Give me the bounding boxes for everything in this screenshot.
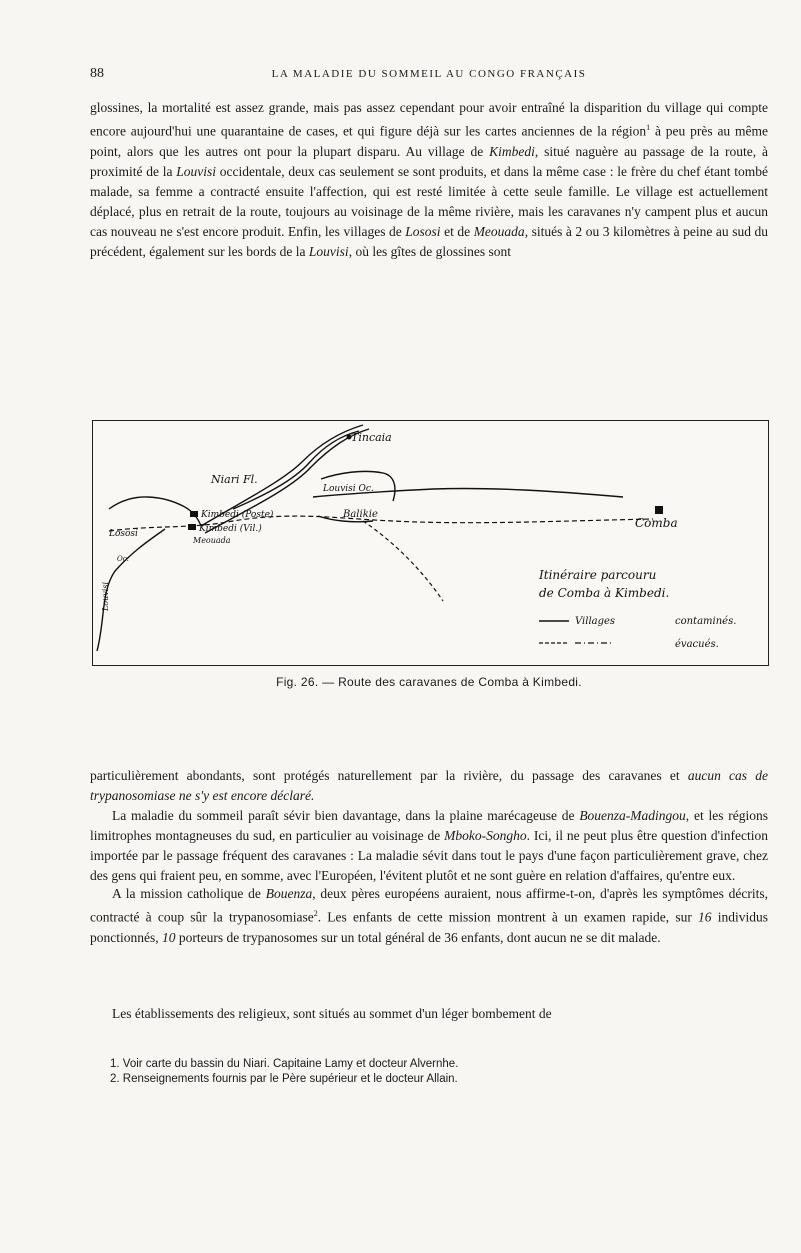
route-south bbox=[363, 521, 443, 601]
page-number: 88 bbox=[90, 66, 104, 81]
legend-evacues-desc: évacués. bbox=[675, 639, 719, 650]
label-louvisi-occ: Louvisi Oc. bbox=[323, 484, 374, 494]
label-comba: Comba bbox=[635, 516, 678, 530]
figure-caption: Fig. 26. — Route des caravanes de Comba à Kimbedi. bbox=[276, 675, 582, 689]
label-louvisi-side: Louvisi bbox=[101, 581, 110, 611]
niari-river bbox=[109, 497, 201, 526]
place-name: Bouenza-Madingou bbox=[579, 808, 686, 823]
emphasis: aucun cas de trypanosomiase ne s'y est encore déclaré. bbox=[90, 768, 768, 803]
route-map bbox=[93, 421, 768, 665]
place-name: Bouenza bbox=[265, 886, 313, 901]
label-tincaia: Tincaia bbox=[351, 431, 392, 444]
paragraph-5: Les établissements des religieux, sont situés au sommet d'un léger bombement de bbox=[112, 1006, 552, 1021]
label-lososi: Lososi bbox=[109, 529, 138, 539]
place-name: Louvisi bbox=[176, 163, 217, 179]
village-marker-comba bbox=[655, 506, 663, 514]
paragraph-3: La maladie du sommeil paraît sévir bien davantage, dans la plaine marécageuse de Bouenza-Madingou, et les régions limitrophes montagneuses du sud, en particulier au voisinage de Mboko-Songho. Ici, il ne peut plus être question d'infection importée par le passage fréquent des caravanes : La maladie sévit dans tout le pays d'une façon particulièrement grave, chez des gens qui fraient peu, en somme, avec l'Européen, l'évitent plutôt et ne sont guère en relation d'affaires, qu'entre eux. bbox=[90, 808, 768, 883]
legend-villages-label: Villages bbox=[575, 616, 616, 627]
page-header bbox=[90, 66, 768, 84]
paragraph-1: glossines, la mortalité est assez grande, mais pas assez cependant pour avoir entraîné la disparition du village qui compte encore aujourd'hui une quarantaine de cases, et qui figure déjà sur les cartes anciennes de la région$^1$ à peu près au même point, alors que les autres ont pour la plupart disparu. Au village de Kimbedi, situé naguère au passage de la route, à proximité de la Louvisi occidentale, deux cas seulement se sont produits, et dans la même case : le frère du chef étant tombé malade, sa femme a contracté ensuite l'affection, qui est resté limitée à cette seule famille. Le village est actuellement déplacé, plus en retrait de la route, toujours au voisinage de la même rivière, mais les caravanes n'y campent plus et aucun cas nouveau ne s'est encore produit. Enfin, les villages de Lososi et de Meouada, situés à 2 ou 3 kilomètres à peine au sud du précédent, également sur les bords de la Louvisi, où les gîtes de glossines sont bbox=[90, 100, 769, 259]
place-name: Lososi bbox=[405, 223, 441, 239]
footnote-mark[interactable]: 2 bbox=[313, 909, 318, 918]
label-balikie: Balikie bbox=[343, 509, 378, 520]
footnote-2: 2. Renseignements fournis par le Père supérieur et le docteur Allain. bbox=[110, 1073, 458, 1085]
footnote-1: 1. Voir carte du bassin du Niari. Capitaine Lamy et docteur Alvernhe. bbox=[110, 1058, 459, 1070]
place-name: Meouada bbox=[473, 223, 525, 239]
label-kimbedi-poste: Kimbedi (Poste) bbox=[201, 510, 274, 520]
label-meouada: Meouada bbox=[193, 536, 231, 545]
legend-title-2: de Comba à Kimbedi. bbox=[539, 586, 670, 600]
place-name: Louvisi bbox=[308, 243, 349, 259]
route-map-figure bbox=[92, 420, 769, 666]
footnote-mark[interactable]: 1 bbox=[646, 123, 651, 132]
legend-title-1: Itinéraire parcouru bbox=[539, 568, 657, 582]
village-marker-kimbedi-poste bbox=[190, 511, 198, 517]
place-name: Mboko-Songho bbox=[444, 828, 527, 843]
number-italic: 16 bbox=[698, 909, 712, 925]
legend-villages-desc: contaminés. bbox=[675, 616, 737, 627]
label-kimbedi-vil: Kimbedi (Vil.) bbox=[199, 524, 262, 534]
paragraph-4: A la mission catholique de Bouenza, deux pères européens auraient, nous affirme-t-on, d'après les symptômes décrits, contracté à coup sûr la trypanosomiase$^2$. Les enfants de cette mission montrent à un examen rapide, sur 16 individus ponctionnés, 10 porteurs de trypanosomes sur un total général de 36 enfants, dont aucun ne se dit malade. bbox=[90, 886, 768, 945]
label-niari: Niari Fl. bbox=[211, 473, 258, 486]
paragraph-2: particulièrement abondants, sont protégés naturellement par la rivière, du passage des caravanes et aucun cas de trypanosomiase ne s'y est encore déclaré. bbox=[90, 768, 768, 803]
footnotes bbox=[90, 1057, 768, 1087]
place-name: Kimbedi bbox=[489, 143, 535, 159]
running-title: LA MALADIE DU SOMMEIL AU CONGO FRANÇAIS bbox=[271, 68, 587, 80]
village-marker-kimbedi-vil bbox=[188, 524, 196, 530]
label-oc: Oc. bbox=[117, 555, 129, 563]
number-italic: 10 bbox=[162, 929, 176, 945]
